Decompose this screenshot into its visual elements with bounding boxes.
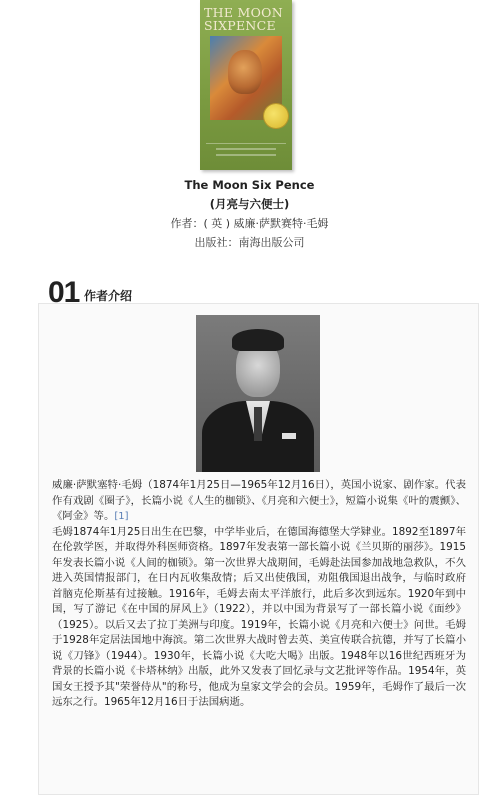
- reference-link[interactable]: [1]: [114, 511, 129, 522]
- book-cover: [200, 0, 292, 170]
- bio-paragraph-1: [52, 478, 466, 525]
- book-subtitle: (月亮与六便士): [209, 197, 290, 211]
- cover-title: [204, 6, 288, 32]
- author-bio: [52, 478, 466, 711]
- book-publisher: 出版社：南海出版公司: [194, 236, 305, 249]
- book-author: 作者：( 英 ) 威廉·萨默赛特·毛姆: [170, 217, 329, 230]
- author-photo: [196, 315, 320, 472]
- cover-title-line2: SIXPENCE: [204, 18, 276, 33]
- cover-badge-icon: [264, 104, 288, 128]
- section-number: 01: [48, 276, 80, 309]
- cover-portrait-face: [228, 50, 262, 94]
- cover-title-line1: THE MOON: [204, 5, 283, 20]
- section-title: 作者介绍: [84, 289, 133, 303]
- book-title: The Moon Six Pence: [184, 178, 315, 192]
- bio-paragraph-2: 毛姆1874年1月25日出生在巴黎，中学毕业后，在德国海德堡大学肄业。1892至1897年在伦敦学医，并取得外科医师资格。1897年发表第一部长篇小说《兰贝斯的丽莎》。1915年发表长篇小说《人间的枷锁》。第一次世界大战期间，毛姆赴法国参加战地急救队，不久进入英国情报部门，在日内瓦收集敌情；后又出使俄国，劝阻俄国退出战争，与临时政府首脑克伦斯基有过接触。1916年，毛姆去南太平洋旅行，此后多次到远东。1920年到中国，写了游记《在中国的屏风上》（1922），并以中国为背景写了一部长篇小说《面纱》（1925）。以后又去了拉丁美洲与印度。1919年，长篇小说《月亮和六便士》问世。毛姆于1928年定居法国地中海滨。第二次世界大战时曾去英、美宣传联合抗德，并写了长篇小说《刀锋》（1944）。1930年，长篇小说《大吃大喝》出版。1948年以16世纪西班牙为背景的长篇小说《卡塔林纳》出版，此外又发表了回忆录与文艺批评等作品。1954年，英国女王授予其"荣誉侍从"的称号，他成为皇家文学会的会员。1959年，毛姆作了最后一次远东之行。1965年12月16日于法国病逝。: [52, 525, 466, 708]
- cover-footer: [206, 143, 286, 164]
- bio-paragraph-1-text: 威廉·萨默塞特·毛姆（1874年1月25日—1965年12月16日），英国小说家、剧作家。代表作有戏剧《圈子》，长篇小说《人生的枷锁》、《月亮和六便士》，短篇小说集《叶的震颤》、《阿金》等。: [52, 479, 466, 522]
